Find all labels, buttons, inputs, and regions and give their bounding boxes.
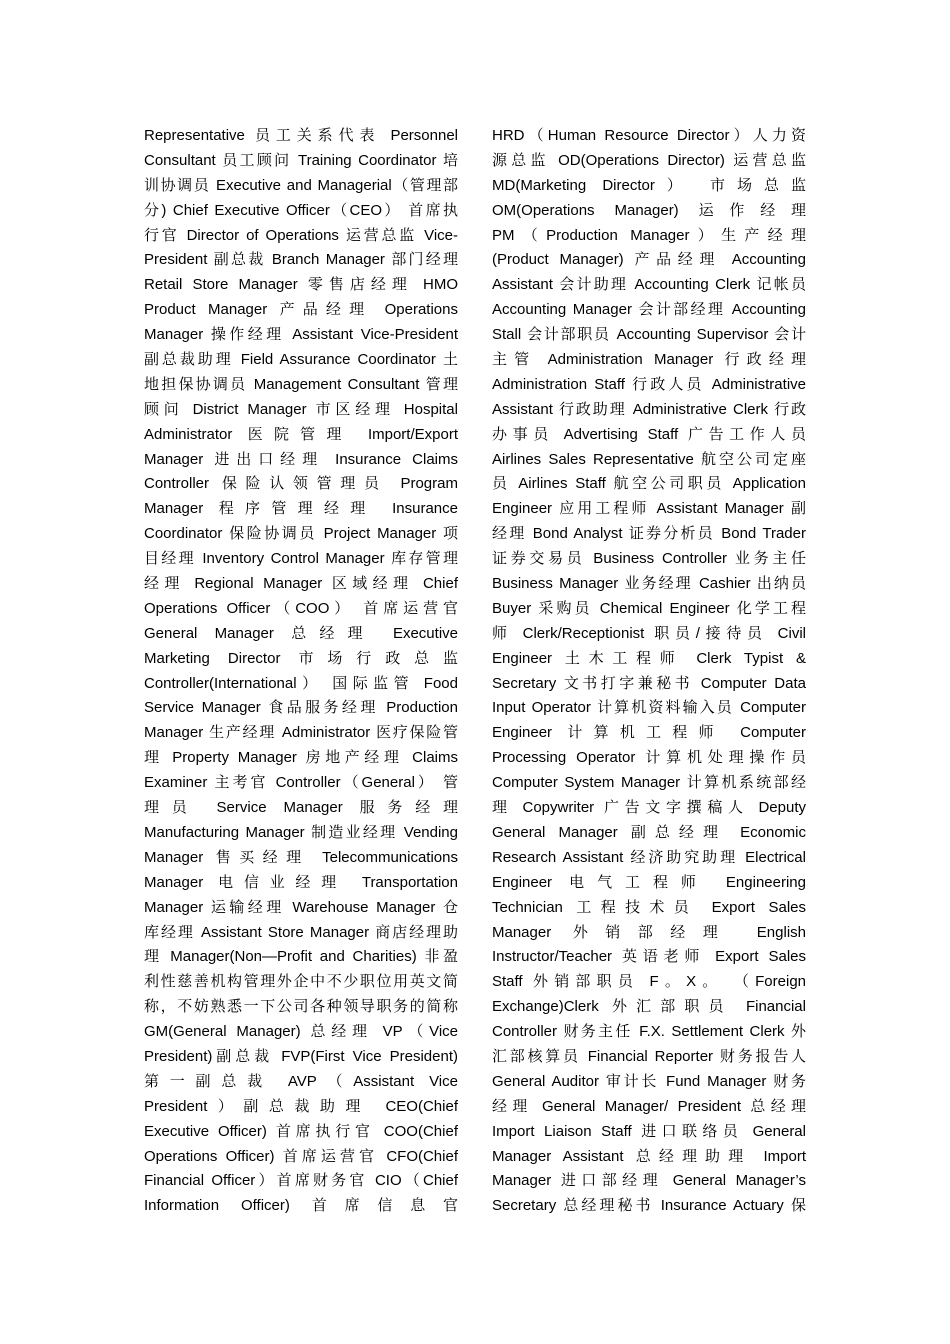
text-line: OM(Operations Manager) 运作经理 bbox=[492, 201, 806, 219]
text-line: 理 Manager(Non—Profit and Charities) 非盈 bbox=[144, 948, 458, 966]
text-line: MD(Marketing Director） 市场总监 bbox=[492, 176, 806, 194]
text-line: Examiner 主考官 Controller（General） 管 bbox=[144, 774, 458, 792]
text-line: Manager 售买经理 Telecommunications bbox=[144, 848, 458, 866]
text-line: Airlines Sales Representative 航空公司定座 bbox=[492, 450, 806, 468]
text-line: Manager 电信业经理 Transportation bbox=[144, 873, 458, 891]
text-line: President 副总裁 Branch Manager 部门经理 bbox=[144, 251, 458, 269]
text-line: Administration Staff 行政人员 Administrative bbox=[492, 375, 806, 393]
text-line: 汇部核算员 Financial Reporter 财务报告人 bbox=[492, 1047, 806, 1065]
text-line: Buyer 采购员 Chemical Engineer 化学工程 bbox=[492, 599, 806, 617]
text-line: PM（Production Manager）生产经理 bbox=[492, 226, 806, 244]
text-line: Import Liaison Staff 进口联络员 General bbox=[492, 1122, 806, 1140]
left-text-column bbox=[144, 124, 458, 1219]
text-line: Service Manager 食品服务经理 Production bbox=[144, 699, 458, 717]
text-line: GM(General Manager) 总经理 VP（Vice bbox=[144, 1023, 458, 1041]
text-line: Representative 员工关系代表 Personnel bbox=[144, 127, 458, 144]
text-line: Technician 工程技术员 Export Sales bbox=[492, 898, 806, 916]
text-line: Manufacturing Manager 制造业经理 Vending bbox=[144, 823, 458, 841]
text-line: 第一副总裁 AVP（Assistant Vice bbox=[144, 1072, 458, 1090]
text-line: Financial Officer）首席财务官 CIO（Chief bbox=[144, 1172, 458, 1190]
text-line: Engineer 应用工程师 Assistant Manager 副 bbox=[492, 500, 806, 518]
text-line: Business Manager 业务经理 Cashier 出纳员 bbox=[492, 575, 806, 593]
text-line: Input Operator 计算机资料输入员 Computer bbox=[492, 699, 806, 717]
text-line: 副总裁助理 Field Assurance Coordinator 土 bbox=[144, 351, 458, 369]
text-line: Executive Officer) 首席执行官 COO(Chief bbox=[144, 1122, 458, 1140]
text-line: 员 Airlines Staff 航空公司职员 Application bbox=[492, 475, 806, 493]
text-line: Stall 会计部职员 Accounting Supervisor 会计 bbox=[492, 326, 806, 344]
text-line: Manager Assistant 总经理助理 Import bbox=[492, 1147, 806, 1165]
text-line: 库经理 Assistant Store Manager 商店经理助 bbox=[144, 923, 458, 941]
text-line: Controller 财务主任 F.X. Settlement Clerk 外 bbox=[492, 1023, 806, 1041]
text-line: President）副总裁助理 CEO(Chief bbox=[144, 1097, 458, 1115]
text-line: 办事员 Advertising Staff 广告工作人员 bbox=[492, 425, 806, 443]
text-line: 顾问 District Manager 市区经理 Hospital bbox=[144, 400, 458, 418]
text-line: Information Officer) 首席信息官 bbox=[144, 1197, 458, 1215]
text-line: Marketing Director 市场行政总监 bbox=[144, 649, 458, 667]
text-line: Manager 程序管理经理 Insurance bbox=[144, 500, 458, 518]
text-line: 经理 Regional Manager 区域经理 Chief bbox=[144, 575, 458, 593]
text-line: Controller(International） 国际监管 Food bbox=[144, 674, 458, 692]
text-line: 行官 Director of Operations 运营总监 Vice- bbox=[144, 226, 458, 244]
text-line: Secretary 文书打字兼秘书 Computer Data bbox=[492, 674, 806, 692]
text-line: 理员 Service Manager 服务经理 bbox=[144, 799, 458, 817]
text-line: Engineer 土木工程师 Clerk Typist & bbox=[492, 649, 806, 667]
text-line: General Manager 副总经理 Economic bbox=[492, 823, 806, 841]
text-line: Processing Operator 计算机处理操作员 bbox=[492, 749, 806, 767]
text-line: 经理 General Manager/ President 总经理 bbox=[492, 1097, 806, 1115]
text-line: Coordinator 保险协调员 Project Manager 项 bbox=[144, 525, 458, 543]
text-line: Manager 运输经理 Warehouse Manager 仓 bbox=[144, 898, 458, 916]
text-line: Computer System Manager 计算机系统部经 bbox=[492, 774, 806, 792]
text-line: 理 Property Manager 房地产经理 Claims bbox=[144, 749, 458, 767]
text-line: Manager 进出口经理 Insurance Claims bbox=[144, 450, 458, 468]
text-line: Manager 外销部经理 English bbox=[492, 923, 806, 941]
text-line: Manager 进口部经理 General Manager’s bbox=[492, 1172, 806, 1190]
text-line: HRD（Human Resource Director）人力资 bbox=[492, 127, 806, 144]
text-line: General Manager 总经理 Executive bbox=[144, 624, 458, 642]
text-line: Assistant 会计助理 Accounting Clerk 记帐员 bbox=[492, 276, 806, 294]
text-line: Controller 保险认领管理员 Program bbox=[144, 475, 458, 493]
text-line: Secretary 总经理秘书 Insurance Actuary 保 bbox=[492, 1197, 806, 1215]
text-line: 师 Clerk/Receptionist 职员/接待员 Civil bbox=[492, 624, 806, 642]
text-line: Exchange)Clerk 外汇部职员 Financial bbox=[492, 998, 806, 1016]
text-line: 利性慈善机构管理外企中不少职位用英文简 bbox=[144, 973, 458, 991]
text-line: Operations Officer（COO） 首席运营官 bbox=[144, 599, 458, 617]
text-line: Engineer 电气工程师 Engineering bbox=[492, 873, 806, 891]
text-line: 目经理 Inventory Control Manager 库存管理 bbox=[144, 550, 458, 568]
text-line: (Product Manager) 产品经理 Accounting bbox=[492, 251, 806, 269]
text-line: Research Assistant 经济助究助理 Electrical bbox=[492, 848, 806, 866]
text-line: Assistant 行政助理 Administrative Clerk 行政 bbox=[492, 400, 806, 418]
text-line: 主管 Administration Manager 行政经理 bbox=[492, 351, 806, 369]
text-line: 源总监 OD(Operations Director) 运营总监 bbox=[492, 151, 806, 169]
text-line: Operations Officer) 首席运营官 CFO(Chief bbox=[144, 1147, 458, 1165]
text-line: Staff 外销部职员 F。X。 （Foreign bbox=[492, 973, 806, 991]
text-line: Manager 操作经理 Assistant Vice-President bbox=[144, 326, 458, 344]
text-line: Administrator 医院管理 Import/Export bbox=[144, 425, 458, 443]
text-line: 称，不妨熟悉一下公司各种领导职务的简称 bbox=[144, 998, 458, 1016]
text-line: Instructor/Teacher 英语老师 Export Sales bbox=[492, 948, 806, 966]
text-line: 理 Copywriter 广告文字撰稿人 Deputy bbox=[492, 799, 806, 817]
text-line: 证券交易员 Business Controller 业务主任 bbox=[492, 550, 806, 568]
text-line: Manager 生产经理 Administrator 医疗保险管 bbox=[144, 724, 458, 742]
text-line: Consultant 员工顾问 Training Coordinator 培 bbox=[144, 151, 458, 169]
text-line: President)副总裁 FVP(First Vice President) bbox=[144, 1047, 458, 1065]
text-line: 经理 Bond Analyst 证券分析员 Bond Trader bbox=[492, 525, 806, 543]
text-line: Retail Store Manager 零售店经理 HMO bbox=[144, 276, 458, 294]
text-line: 分) Chief Executive Officer（CEO） 首席执 bbox=[144, 201, 458, 219]
text-line: 训协调员 Executive and Managerial（管理部 bbox=[144, 176, 458, 194]
text-line: Engineer 计算机工程师 Computer bbox=[492, 724, 806, 742]
text-line: 地担保协调员 Management Consultant 管理 bbox=[144, 375, 458, 393]
right-text-column bbox=[492, 124, 806, 1219]
text-line: General Auditor 审计长 Fund Manager 财务 bbox=[492, 1072, 806, 1090]
text-line: Accounting Manager 会计部经理 Accounting bbox=[492, 301, 806, 319]
text-line: Product Manager 产品经理 Operations bbox=[144, 301, 458, 319]
